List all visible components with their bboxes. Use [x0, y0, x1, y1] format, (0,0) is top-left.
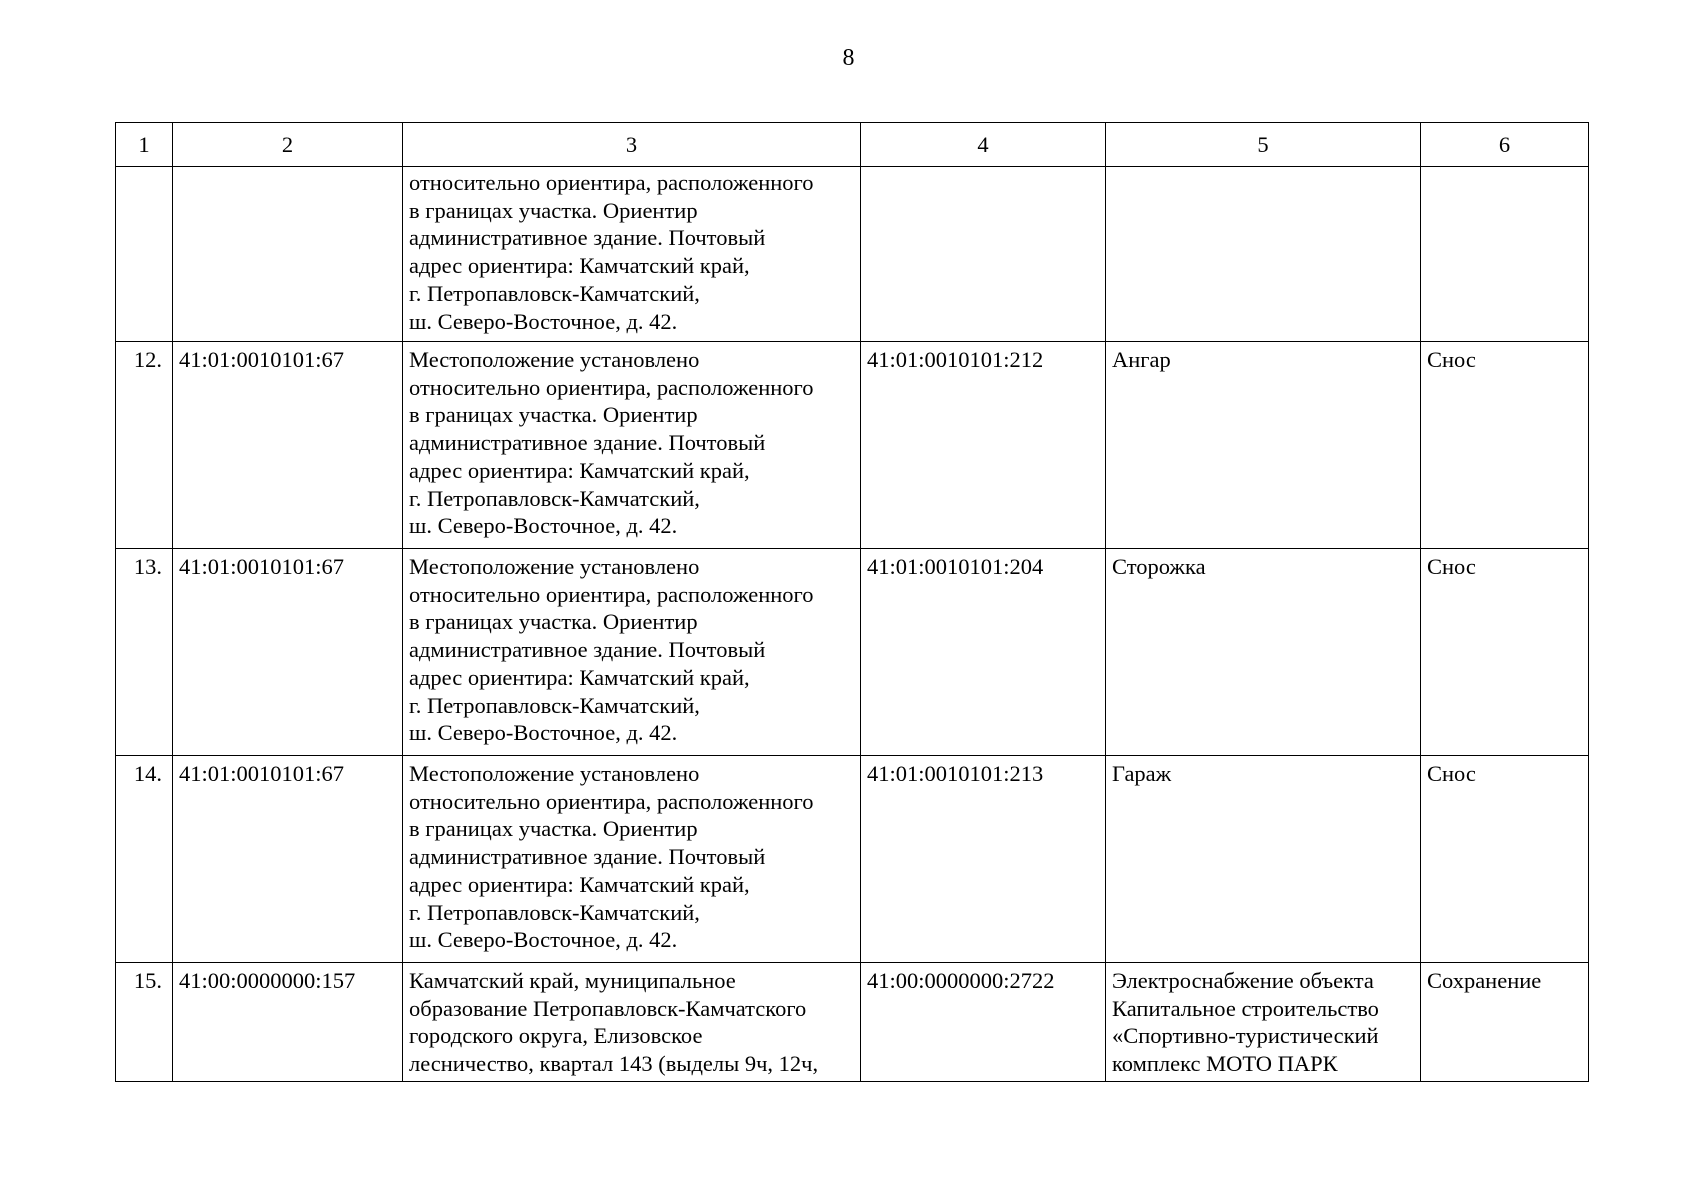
object-cadastral-cell: 41:00:0000000:2722 — [861, 963, 1106, 1082]
row-number-cell: 14. — [116, 756, 173, 963]
header-cell-6: 6 — [1421, 123, 1589, 167]
row-number-cell: 12. — [116, 342, 173, 549]
header-cell-2: 2 — [173, 123, 403, 167]
address-cell: Местоположение установлено относительно ориентира, расположенного в границах участка. Ориентир административное здание. Почтовый адрес ориентира: Камчатский край, г. Петропавловск-Камчатский, ш. Северо-Восточное, д. 42. — [403, 549, 861, 756]
table-row — [116, 756, 1589, 963]
header-cell-3: 3 — [403, 123, 861, 167]
row-number-cell: 15. — [116, 963, 173, 1082]
land-cadastral-cell: 41:01:0010101:67 — [173, 756, 403, 963]
object-cadastral-cell — [861, 167, 1106, 342]
land-cadastral-cell: 41:01:0010101:67 — [173, 549, 403, 756]
address-cell: Местоположение установлено относительно ориентира, расположенного в границах участка. Ориентир административное здание. Почтовый адрес ориентира: Камчатский край, г. Петропавловск-Камчатский, ш. Северо-Восточное, д. 42. — [403, 342, 861, 549]
table-row — [116, 342, 1589, 549]
address-cell: Камчатский край, муниципальное образование Петропавловск-Камчатского городского округа, Елизовское лесничество, квартал 143 (выделы 9ч, 12ч, — [403, 963, 861, 1082]
page-number: 8 — [842, 45, 855, 71]
header-cell-5: 5 — [1106, 123, 1421, 167]
action-cell: Сохранение — [1421, 963, 1589, 1082]
object-name-cell — [1106, 167, 1421, 342]
object-cadastral-cell: 41:01:0010101:204 — [861, 549, 1106, 756]
objects-table — [115, 122, 1589, 1082]
object-name-cell: Гараж — [1106, 756, 1421, 963]
row-number-cell — [116, 167, 173, 342]
table-row-continuation — [116, 167, 1589, 342]
table-row — [116, 549, 1589, 756]
action-cell: Снос — [1421, 549, 1589, 756]
object-name-cell: Электроснабжение объекта Капитальное строительство «Спортивно-туристический комплекс МОТО ПАРК — [1106, 963, 1421, 1082]
address-cell: относительно ориентира, расположенного в границах участка. Ориентир административное здание. Почтовый адрес ориентира: Камчатский край, г. Петропавловск-Камчатский, ш. Северо-Восточное, д. 42. — [403, 167, 861, 342]
header-cell-4: 4 — [861, 123, 1106, 167]
header-cell-1: 1 — [116, 123, 173, 167]
land-cadastral-cell: 41:01:0010101:67 — [173, 342, 403, 549]
object-cadastral-cell: 41:01:0010101:212 — [861, 342, 1106, 549]
object-cadastral-cell: 41:01:0010101:213 — [861, 756, 1106, 963]
action-cell: Снос — [1421, 342, 1589, 549]
row-number-cell: 13. — [116, 549, 173, 756]
table-row — [116, 963, 1589, 1082]
action-cell: Снос — [1421, 756, 1589, 963]
object-name-cell: Сторожка — [1106, 549, 1421, 756]
land-cadastral-cell: 41:00:0000000:157 — [173, 963, 403, 1082]
table-header-row — [116, 123, 1589, 167]
land-cadastral-cell — [173, 167, 403, 342]
action-cell — [1421, 167, 1589, 342]
object-name-cell: Ангар — [1106, 342, 1421, 549]
address-cell: Местоположение установлено относительно ориентира, расположенного в границах участка. Ориентир административное здание. Почтовый адрес ориентира: Камчатский край, г. Петропавловск-Камчатский, ш. Северо-Восточное, д. 42. — [403, 756, 861, 963]
